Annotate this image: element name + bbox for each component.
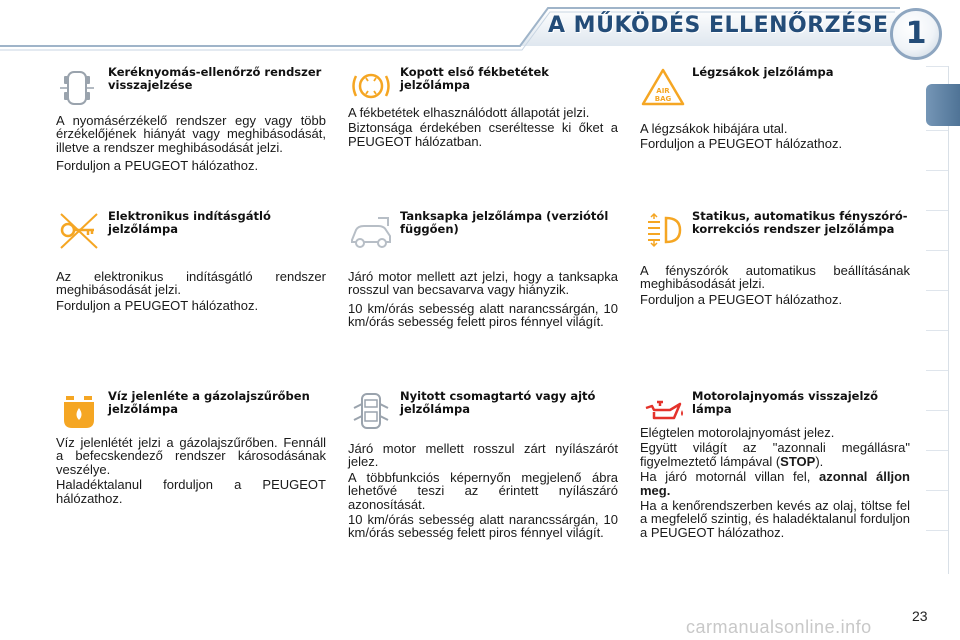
- page-title: A MŰKÖDÉS ELLENŐRZÉSE: [548, 13, 889, 38]
- item-title: Motorolajnyomás visszajelző lámpa: [692, 389, 878, 416]
- item-body: [56, 114, 326, 178]
- item-title: Nyitott csomagtartó vagy ajtó jelzőlámpa: [400, 389, 596, 416]
- chapter-tab[interactable]: [926, 450, 948, 487]
- chapter-badge: [890, 8, 942, 60]
- water-in-diesel-filter-icon: [56, 390, 102, 432]
- body-paragraph: A légzsákok hibájára utal.: [640, 121, 788, 136]
- item-body: [640, 122, 910, 156]
- body-paragraph: Forduljon a PEUGEOT hálózathoz.: [56, 158, 259, 174]
- chapter-tab[interactable]: [926, 250, 948, 287]
- door-open-icon: [348, 390, 394, 432]
- item-title: Víz jelenléte a gázolajszűrőben jelzőlámpa: [108, 389, 310, 416]
- chapter-tab[interactable]: [926, 370, 948, 407]
- item-title: Tanksapka jelzőlámpa (verziótól függően): [400, 209, 609, 236]
- body-paragraph: A nyomásérzékelő rendszer egy vagy több érzékelőjének hiányát vagy meghibásodását, illetve a rendszer meghibásodását jelzi.: [56, 113, 326, 155]
- item-body: [640, 426, 910, 544]
- watermark: carmanualsonline.info: [686, 617, 872, 637]
- page-number: 23: [912, 608, 928, 624]
- item-title: Kopott első fékbetétek jelzőlámpa: [400, 65, 549, 92]
- item-body: [640, 264, 910, 311]
- body-paragraph: 10 km/órás sebesség alatt narancssárgán, 10 km/órás sebesség felett piros fénnyel világít.: [348, 512, 618, 541]
- chapter-tab[interactable]: [926, 170, 948, 207]
- item-body: [348, 442, 618, 545]
- item-body: [348, 270, 618, 334]
- chapter-tab[interactable]: [926, 330, 948, 367]
- item-title: Keréknyomás-ellenőrző rendszer visszajelzése: [108, 65, 322, 92]
- electronic-immobiliser-icon: [56, 210, 102, 252]
- svg-text:AIR: AIR: [656, 87, 670, 95]
- body-paragraph: Forduljon a PEUGEOT hálózathoz.: [56, 297, 259, 313]
- body-paragraph: A többfunkciós képernyőn megjelenő ábra lehetővé teszi az érintett nyílászáró azonosítását.: [348, 469, 618, 512]
- body-paragraph-stop: [640, 441, 910, 468]
- chapter-tab[interactable]: [926, 530, 948, 567]
- chapter-tab[interactable]: [926, 490, 948, 527]
- stop-now-text: Ha járó motornál villan fel, azonnal álljon meg.: [640, 469, 910, 498]
- body-paragraph: 10 km/órás sebesség alatt narancssárgán, 10 km/órás sebesség felett piros fénnyel világít.: [348, 300, 618, 330]
- chapter-tab[interactable]: [926, 290, 948, 327]
- item-body: [56, 270, 326, 317]
- brake-pad-wear-icon: [348, 66, 394, 108]
- chapter-tab[interactable]: [926, 210, 948, 247]
- body-paragraph: Ha a kenőrendszerben kevés az olaj, töltse fel a megfelelő szintig, és haladéktalanul forduljon a PEUGEOT hálózathoz.: [640, 498, 910, 540]
- body-paragraph: Járó motor mellett azt jelzi, hogy a tanksapka rosszul van becsavarva vagy hiányzik.: [348, 269, 618, 298]
- airbag-warning-icon: [640, 66, 686, 108]
- body-paragraph: Az elektronikus indításgátló rendszer meghibásodását jelzi.: [56, 269, 326, 298]
- tyre-pressure-warning-icon: [56, 66, 102, 108]
- headlamp-levelling-icon: [640, 210, 686, 252]
- body-paragraph: Víz jelenlétét jelzi a gázolajszűrőben. Fennáll a befecskendező rendszer károsodásának veszélye.: [56, 435, 326, 477]
- chapter-tab[interactable]: [926, 130, 948, 167]
- item-body: [348, 106, 618, 153]
- chapter-tab[interactable]: [926, 410, 948, 447]
- body-paragraph: Járó motor mellett rosszul zárt nyílászárót jelez.: [348, 441, 618, 470]
- item-title: Statikus, automatikus fényszóró-korrekciós rendszer jelzőlámpa: [692, 209, 908, 236]
- emphasis-text: STOP: [780, 453, 816, 469]
- body-paragraph: Forduljon a PEUGEOT hálózathoz.: [640, 291, 843, 307]
- item-title: Légzsákok jelzőlámpa: [692, 65, 834, 79]
- svg-text:BAG: BAG: [654, 95, 672, 103]
- fuel-cap-open-icon: [348, 210, 394, 252]
- stop-text: Együtt világít az "azonnali megállásra" figyelmeztető lámpával (STOP).: [640, 440, 910, 469]
- body-paragraph: Forduljon a PEUGEOT hálózathoz.: [640, 136, 843, 152]
- chapter-number: 1: [905, 16, 927, 51]
- body-paragraph: A fékbetétek elhasználódott állapotát jelzi.: [348, 105, 590, 120]
- item-body: [56, 436, 326, 510]
- item-title: Elektronikus indításgátló jelzőlámpa: [108, 209, 271, 236]
- chapter-tab-active[interactable]: [926, 84, 960, 126]
- body-paragraph: Biztonsága érdekében cseréltesse ki őket a PEUGEOT hálózatban.: [348, 120, 618, 149]
- body-paragraph-stop-now: [640, 470, 910, 497]
- body-paragraph: A fényszórók automatikus beállításának meghibásodását jelzi.: [640, 263, 910, 292]
- body-paragraph: Elégtelen motorolajnyomást jelez.: [640, 425, 835, 440]
- body-paragraph: Haladéktalanul forduljon a PEUGEOT hálózathoz.: [56, 477, 326, 506]
- emphasis-text: azonnal álljon meg.: [640, 469, 910, 498]
